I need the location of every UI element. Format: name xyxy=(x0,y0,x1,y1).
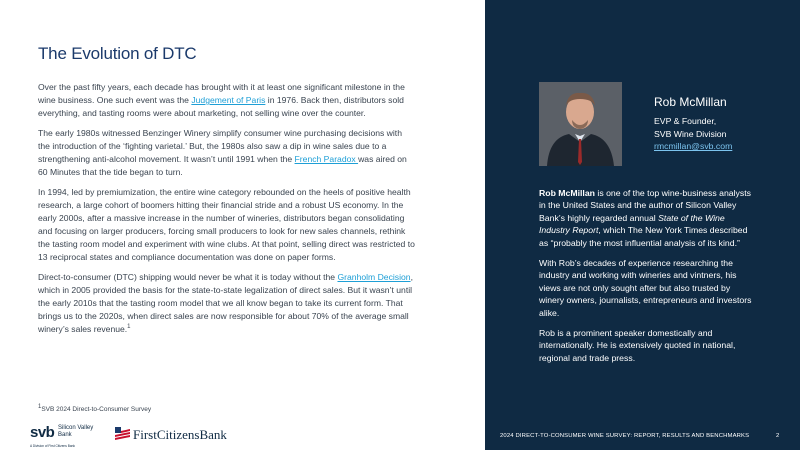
svb-logo-division: A Division of First Citizens Bank xyxy=(30,444,75,448)
author-email-link[interactable]: rmcmillan@svb.com xyxy=(654,141,733,151)
granholm-decision-link[interactable]: Granholm Decision xyxy=(337,271,411,282)
footnote: $^1$SVB 2024 Direct-to-Consumer Survey xyxy=(38,403,152,413)
first-citizens-bank-logo xyxy=(115,427,245,443)
svb-logo-mark: svb xyxy=(30,424,55,441)
bio-paragraph-3: Rob is a prominent speaker domestically and internationally. He is extensively quoted in national, regional and trade press. xyxy=(539,328,736,363)
page-number: 2 xyxy=(776,433,780,439)
french-paradox-link[interactable]: French Paradox xyxy=(294,153,359,164)
footer-title: 2024 DIRECT-TO-CONSUMER WINE SURVEY: REPORT, RESULTS AND BENCHMARKS xyxy=(500,433,750,439)
paragraph-3: In 1994, led by premiumization, the entire wine category rebounded on the heels of positive health research, a large cohort of boomers hitting their financial stride and a robust US economy. In the early 2000s, after a massive increase in the number of wineries, distributors began consolidating and focusing on larger producers, forcing small producers to look for new sales channels, rethink the tasting room model and experiment with wine clubs. At that point, selling direct was restricted to 13 reciprocal states and compliance documentation was done on paper forms. xyxy=(38,186,415,263)
bio-paragraph-1: Rob McMillan is one of the top wine-business analysts in the United States and the author of Silicon Valley Bank’s highly regarded annual State of the Wine Industry Report, which The New York Times described as “probably the most influential analysis of its kind.” xyxy=(539,188,751,248)
paragraph-1: Over the past fifty years, each decade has brought with it at least one significant milestone in the wine business. One such event was the Judgement of Paris in 1976. Back then, distributors sold everything, and tasting rooms were about marketing, not selling wine over the counter. xyxy=(38,82,405,119)
author-title: EVP & Founder, SVB Wine Division rmcmillan@svb.com xyxy=(654,116,733,151)
fcb-logo-name: FirstCitizensBank xyxy=(133,427,227,442)
svb-logo-name: Silicon Valley Bank xyxy=(58,425,94,438)
judgement-of-paris-link[interactable]: Judgement of Paris xyxy=(191,95,266,106)
paragraph-4: Direct-to-consumer (DTC) shipping would never be what it is today without the Granholm Decision, which in 2005 provided the basis for the state-to-state legalization of direct sales. But it wasn’t until the early 2010s that the tasting room model that we all know began to take its current form. That brings us to the 2020s, when direct sales are now responsible for about 70% of the average small winery’s sales revenue.$^1$ xyxy=(38,271,413,335)
author-portrait-image xyxy=(539,82,622,166)
author-name: Rob McMillan xyxy=(654,95,727,109)
bio-paragraph-2: With Rob’s decades of experience researching the industry and working with wineries and vintners, his views are not only sought after but also trusted by winery owners, journalists, entrepreneurs and investors alike. xyxy=(539,258,752,318)
author-photo xyxy=(539,82,622,166)
author-sidebar xyxy=(485,0,800,450)
footnote-ref: 1 xyxy=(127,324,131,331)
flag-icon xyxy=(115,427,130,442)
svb-logo xyxy=(30,424,100,446)
paragraph-2: The early 1980s witnessed Benzinger Winery simplify consumer wine purchasing decisions with the introduction of the ‘fighting varietal.’ But, the 1980s also saw a dip in wine sales due to a strengthening anti-alcohol movement. It wasn’t until 1991 when the French Paradox was aired on 60 Minutes that the tide began to turn. xyxy=(38,127,407,178)
page-title: The Evolution of DTC xyxy=(38,44,197,63)
article-body xyxy=(38,81,416,343)
author-bio xyxy=(539,187,754,372)
